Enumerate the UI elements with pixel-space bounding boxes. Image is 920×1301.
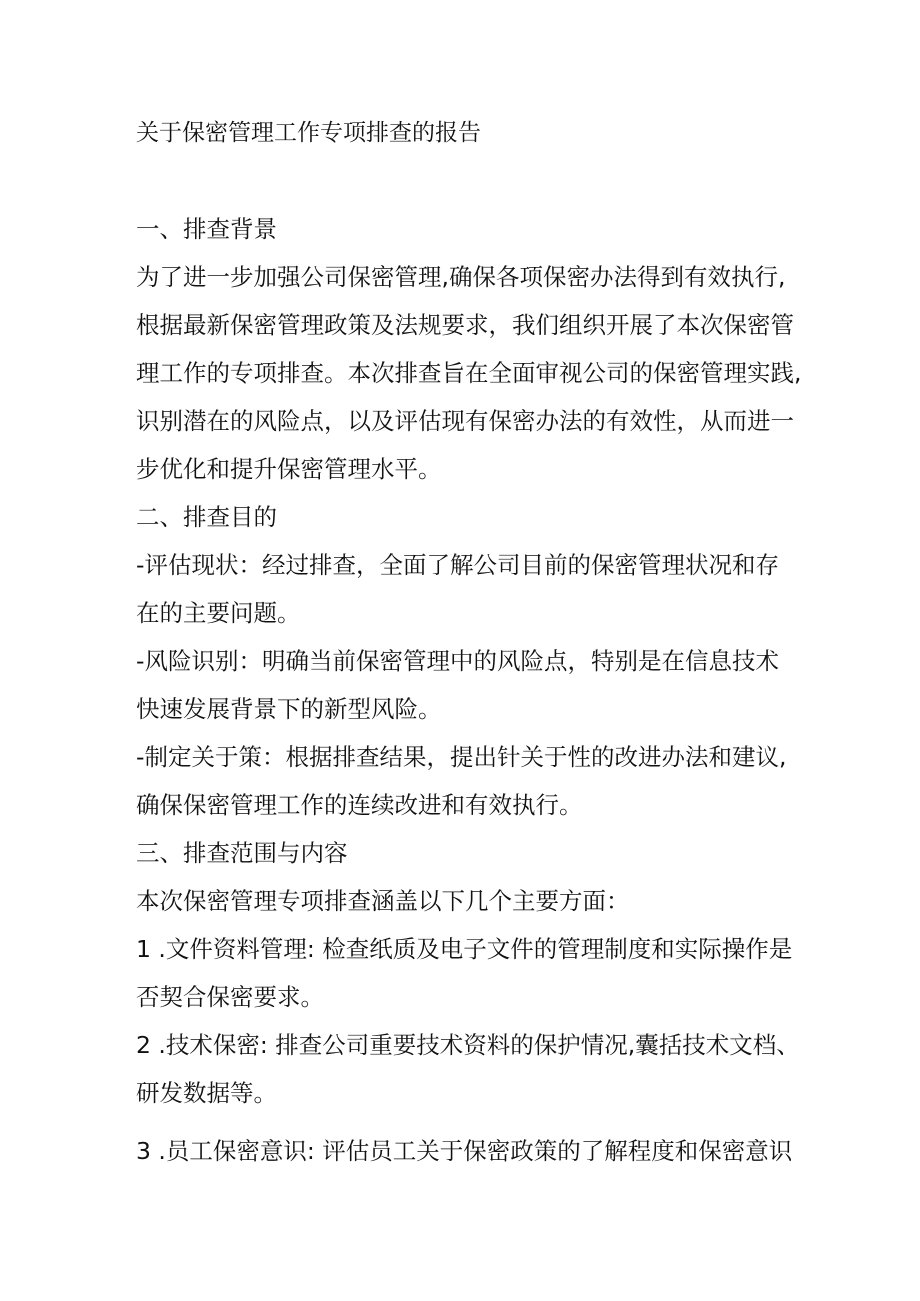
list-item-line: 研发数据等。 [136,1079,277,1107]
paragraph-line: 快速发展背景下的新型风险。 [136,695,442,723]
heading-background: 一、排查背景 [136,215,277,243]
paragraph-line: 本次保密管理专项排查涵盖以下几个主要方面： [136,887,630,915]
paragraph-line: 步优化和提升保密管理水平。 [136,455,442,483]
heading-purpose: 二、排查目的 [136,503,277,531]
paragraph-line: -制定关于策：根据排查结果，提出针关于性的改进办法和建议, [136,743,787,771]
paragraph-line: 识别潜在的风险点，以及评估现有保密办法的有效性，从而进一 [136,407,794,435]
paragraph-line: 理工作的专项排查。本次排查旨在全面审视公司的保密管理实践, [136,359,802,387]
list-item-line: 否契合保密要求。 [136,983,324,1011]
document-title: 关于保密管理工作专项排查的报告 [136,120,481,146]
paragraph-line: 根据最新保密管理政策及法规要求，我们组织开展了本次保密管 [136,311,794,339]
paragraph-line: -风险识别：明确当前保密管理中的风险点，特别是在信息技术 [136,647,779,675]
heading-scope: 三、排查范围与内容 [136,839,348,867]
paragraph-line: 在的主要问题。 [136,599,301,627]
paragraph-line: -评估现状：经过排查，全面了解公司目前的保密管理状况和存 [136,551,779,579]
paragraph-line: 确保保密管理工作的连续改进和有效执行。 [136,791,583,819]
list-item-line: 3 .员工保密意识: 评估员工关于保密政策的了解程度和保密意识 [136,1137,793,1165]
list-item-line: 2 .技术保密: 排查公司重要技术资料的保护情况,囊括技术文档、 [136,1031,800,1059]
list-item-line: 1 .文件资料管理: 检查纸质及电子文件的管理制度和实际操作是 [136,935,793,963]
document-body [136,212,802,1168]
paragraph-line: 为了进一步加强公司保密管理,确保各项保密办法得到有效执行, [136,263,786,291]
